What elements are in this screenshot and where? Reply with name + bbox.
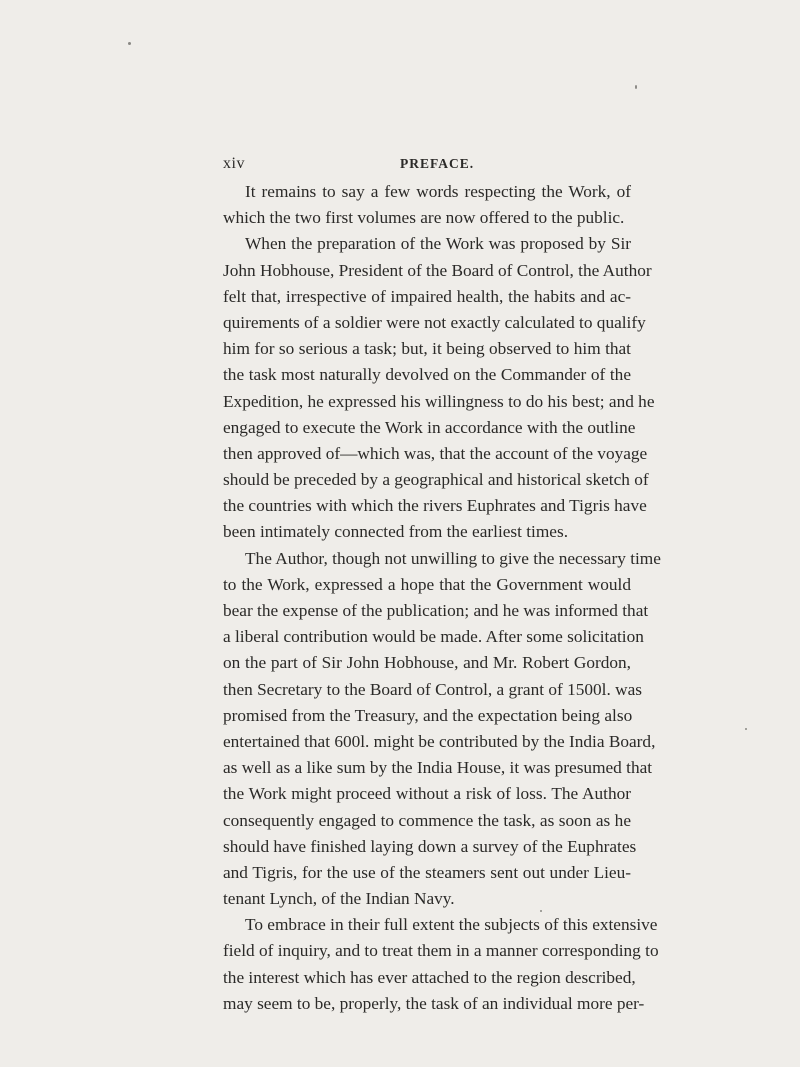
text-line: felt that, irrespective of impaired health, the habits and ac- xyxy=(223,286,631,306)
text-line: bear the expense of the publication; and he was informed that xyxy=(223,601,649,620)
text-line: Expedition, he expressed his willingness to do his best; and he xyxy=(223,391,655,411)
text-line: It remains to say a few words respecting the Work, of xyxy=(245,182,631,201)
text-line: as well as a like sum by the India House, it was presumed that xyxy=(223,758,653,778)
text-line: John Hobhouse, President of the Board of Control, the Author xyxy=(223,260,652,280)
preface-text xyxy=(223,179,661,1017)
text-line: to the Work, expressed a hope that the Government would xyxy=(223,574,631,594)
text-line: and Tigris, for the use of the steamers sent out under Lieu- xyxy=(223,862,631,882)
running-head: PREFACE. xyxy=(400,156,475,171)
text-line: a liberal contribution would be made. After some solicitation xyxy=(223,627,644,647)
text-line: may seem to be, properly, the task of an individual more per- xyxy=(223,993,645,1013)
paper-speck xyxy=(745,728,747,730)
page-header xyxy=(223,155,631,175)
paper-speck xyxy=(128,42,131,45)
text-line: the task most naturally devolved on the Commander of the xyxy=(223,365,631,385)
text-line: then approved of—which was, that the account of the voyage xyxy=(223,443,648,463)
text-line: the interest which has ever attached to the region described, xyxy=(223,967,636,987)
text-line: To embrace in their full extent the subjects of this extensive xyxy=(245,915,658,935)
text-line: quirements of a soldier were not exactly calculated to qualify xyxy=(223,312,646,332)
text-line: him for so serious a task; but, it being observed to him that xyxy=(223,339,631,359)
text-line: consequently engaged to commence the task, as soon as he xyxy=(223,810,631,830)
text-line: been intimately connected from the earliest times. xyxy=(223,522,569,542)
text-line: The Author, though not unwilling to give the necessary time xyxy=(245,548,661,568)
text-line: should be preceded by a geographical and historical sketch of xyxy=(223,470,649,490)
text-line: should have finished laying down a survey of the Euphrates xyxy=(223,836,637,856)
text-line: which the two first volumes are now offered to the public. xyxy=(223,208,625,228)
text-line: on the part of Sir John Hobhouse, and Mr. Robert Gordon, xyxy=(223,653,631,673)
text-line: entertained that 600l. might be contributed by the India Board, xyxy=(223,731,656,751)
text-line: When the preparation of the Work was proposed by Sir xyxy=(245,234,631,254)
page-number: xiv xyxy=(223,155,245,172)
text-line: field of inquiry, and to treat them in a manner corresponding to xyxy=(223,941,659,961)
text-line: the countries with which the rivers Euphrates and Tigris have xyxy=(223,496,647,516)
text-line: tenant Lynch, of the Indian Navy. xyxy=(223,889,455,909)
text-line: engaged to execute the Work in accordance with the outline xyxy=(223,417,636,437)
paper-speck xyxy=(540,910,542,912)
text-line: then Secretary to the Board of Control, a grant of 1500l. was xyxy=(223,679,642,699)
text-line: promised from the Treasury, and the expectation being also xyxy=(223,705,633,725)
text-line: the Work might proceed without a risk of loss. The Author xyxy=(223,784,631,804)
paper-speck xyxy=(635,85,637,89)
